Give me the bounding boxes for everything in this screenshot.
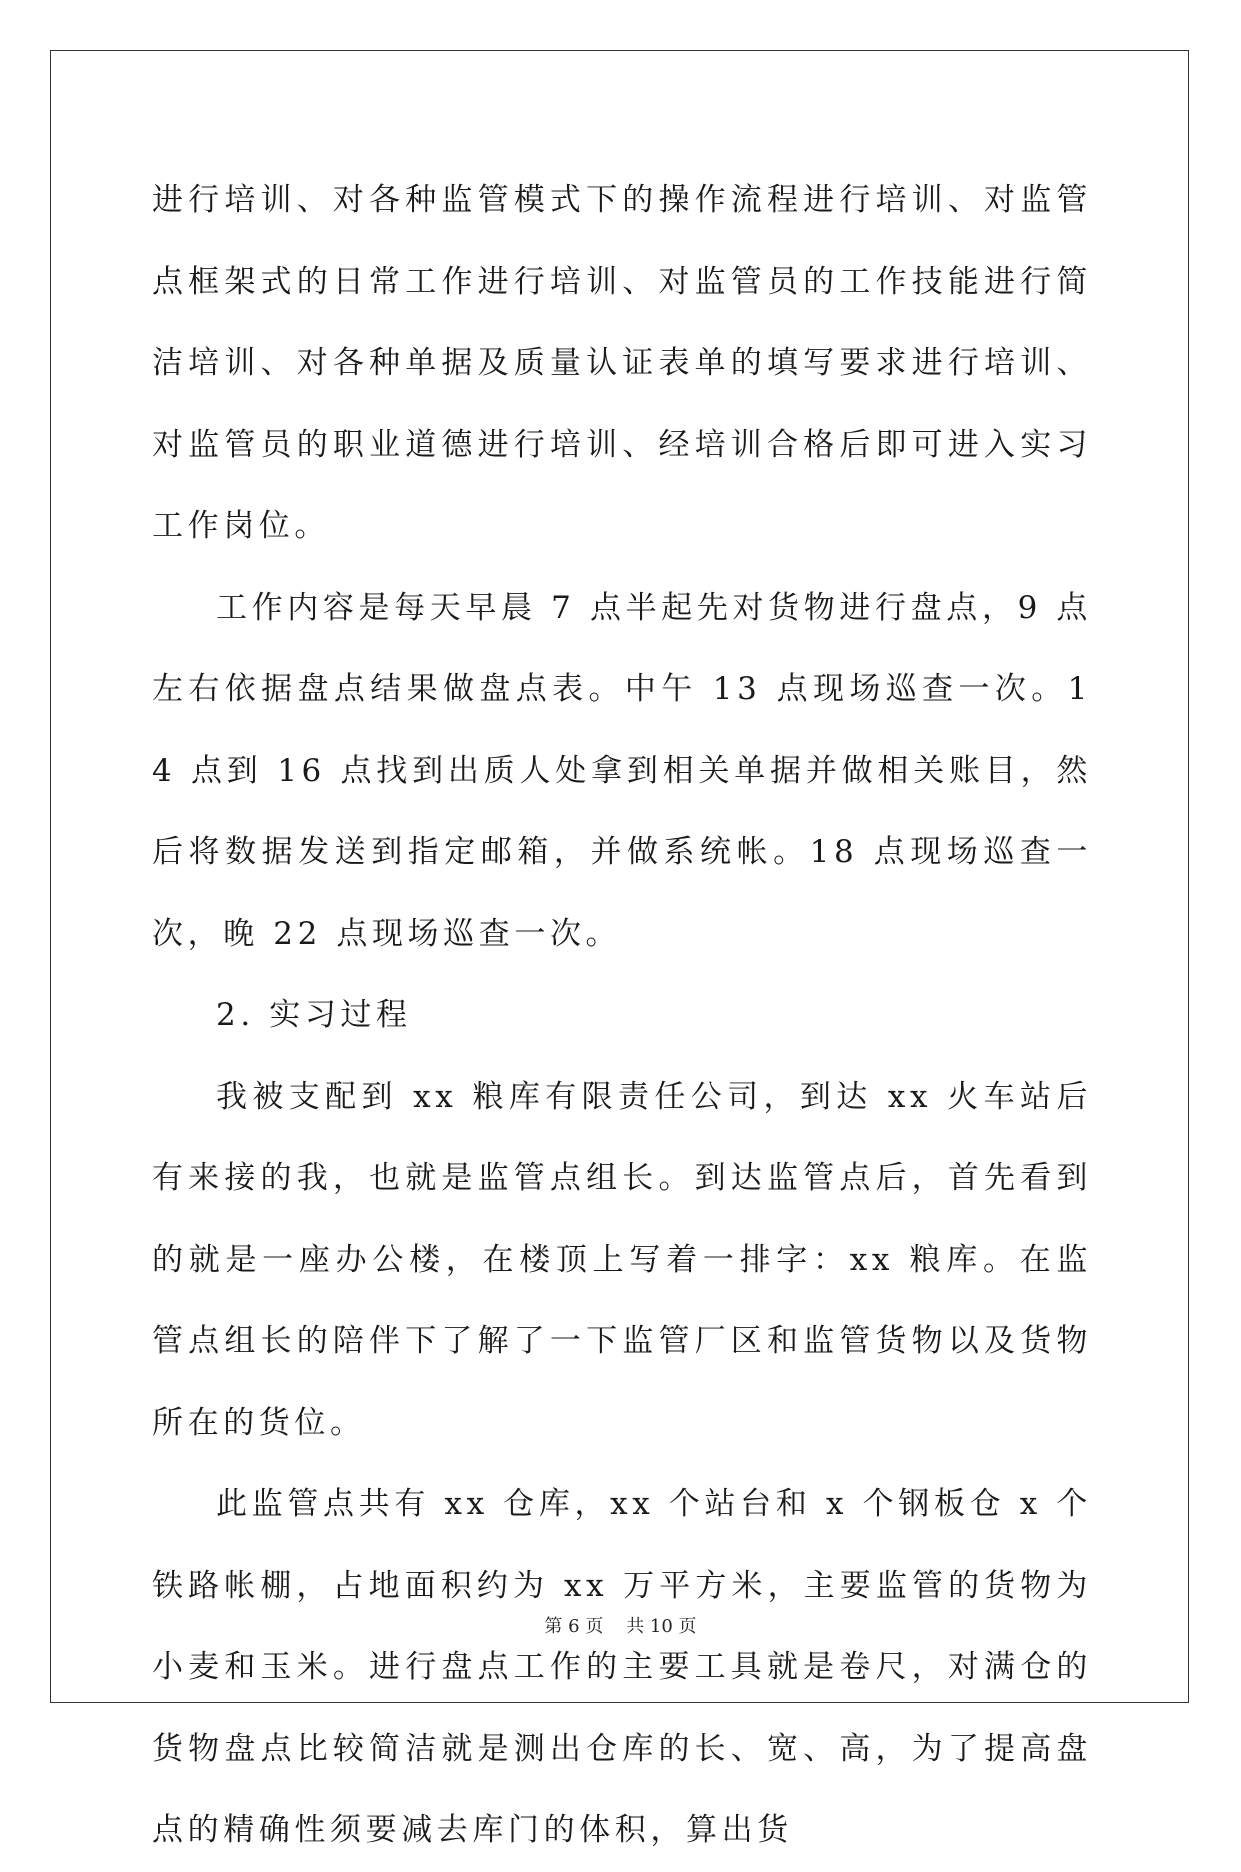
paragraph-training: 进行培训、对各种监管模式下的操作流程进行培训、对监管点框架式的日常工作进行培训、对监管员的工作技能进行简洁培训、对各种单据及质量认证表单的填写要求进行培训、对监管员的职业道德进行培训、经培训合格后即可进入实习工作岗位。 [152, 182, 1092, 544]
page-number-footer: 第 6 页 共 10 页 [544, 1616, 697, 1637]
paragraph-site-overview: 此监管点共有 xx 仓库，xx 个站台和 x 个钢板仓 x 个铁路帐棚，占地面积约为 xx 万平方米，主要监管的货物为小麦和玉米。进行盘点工作的主要工具就是卷尺，对满仓的货物盘点比较简洁就是测出仓库的长、宽、高，为了提高盘点的精确性须要减去库门的体积，算出货 [152, 1486, 1092, 1848]
paragraph-assignment: 我被支配到 xx 粮库有限责任公司，到达 xx 火车站后有来接的我，也就是监管点组长。到达监管点后，首先看到的就是一座办公楼，在楼顶上写着一排字：xx 粮库。在监管点组长的陪伴下了解了一下监管厂区和监管货物以及货物所在的货位。 [152, 1078, 1092, 1441]
paragraph-work-content: 工作内容是每天早晨 7 点半起先对货物进行盘点，9 点左右依据盘点结果做盘点表。中午 13 点现场巡查一次。14 点到 16 点找到出质人处拿到相关单据并做相关账目，然后将数据发送到指定邮箱，并做系统帐。18 点现场巡查一次，晚 22 点现场巡查一次。 [152, 589, 1092, 952]
section-heading-internship-process: 2. 实习过程 [216, 997, 412, 1033]
